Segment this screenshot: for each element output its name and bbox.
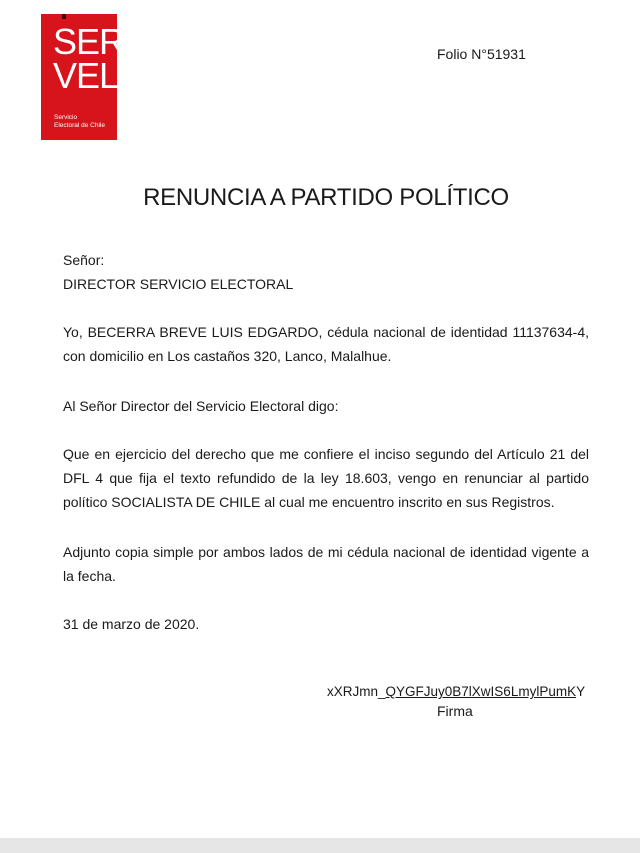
- signature-code: [327, 684, 585, 699]
- document-title: RENUNCIA A PARTIDO POLÍTICO: [143, 184, 509, 211]
- attachment-paragraph: Adjunto copia simple por ambos lados de mi cédula nacional de identidad vigente a la fecha.: [63, 544, 589, 584]
- logo-subtitle-line1: Servicio: [54, 114, 78, 121]
- salutation: Señor:: [63, 252, 105, 268]
- folio-number: Folio N°51931: [437, 46, 526, 62]
- recipient: DIRECTOR SERVICIO ELECTORAL: [63, 276, 294, 292]
- signature-code-prefix: xXRJmn_: [327, 684, 386, 699]
- identification-paragraph: Yo, BECERRA BREVE LUIS EDGARDO, cédula nacional de identidad 11137634-4, con domicilio en Los castaños 320, Lanco, Malalhue.: [63, 324, 589, 364]
- logo-text-ser: SER: [53, 21, 125, 62]
- logo-accent-bar: [62, 14, 66, 19]
- signature-label: Firma: [437, 703, 473, 719]
- signature-code-suffix: Y: [576, 684, 586, 699]
- logo-text-vel: VEL: [53, 55, 119, 96]
- declaration-paragraph: Que en ejercicio del derecho que me confiere el inciso segundo del Artículo 21 del DFL 4 que fija el texto refundido de la ley 18.603, vengo en renunciar al partido político SOCIALISTA DE CHILE al cual me encuentro inscrito en sus Registros.: [63, 446, 589, 510]
- footer-bar: [0, 838, 640, 853]
- servel-logo: [41, 14, 125, 140]
- signature-code-underlined: QYGFJuy0B7lXwIS6LmylPumK: [385, 684, 577, 699]
- logo-subtitle-line2: Electoral de Chile: [54, 122, 105, 129]
- address-line: Al Señor Director del Servicio Electoral digo:: [63, 398, 339, 414]
- document-date: 31 de marzo de 2020.: [63, 616, 200, 632]
